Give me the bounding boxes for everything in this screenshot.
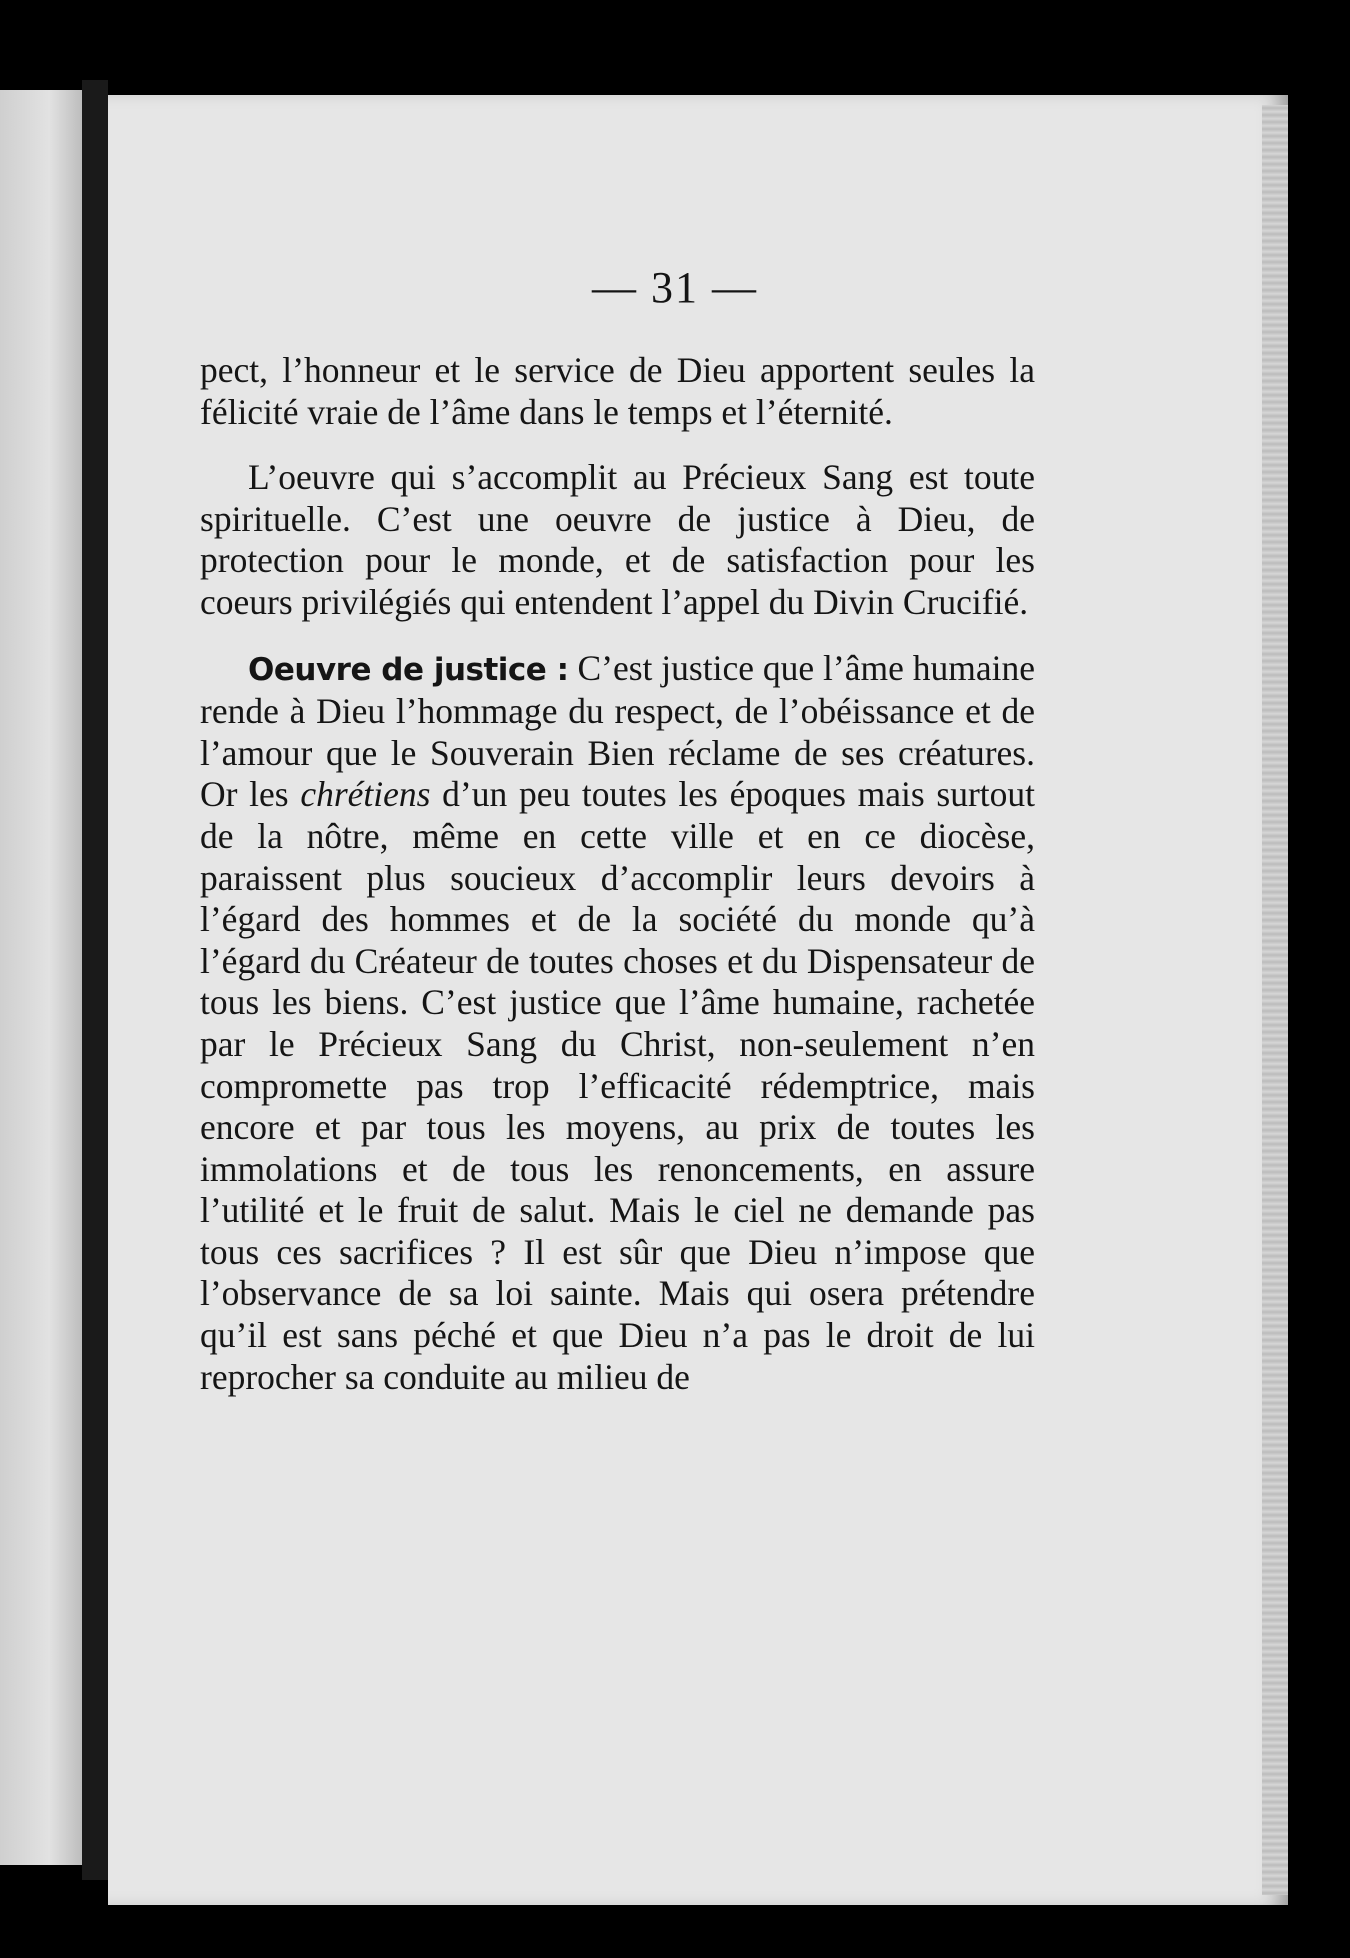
left-page-edge [0, 90, 82, 1865]
section-lead-heading: Oeuvre de justice : [248, 651, 569, 688]
paragraph-oeuvre-spirituelle: L’oeuvre qui s’accomplit au Précieux Sang est toute spirituelle. C’est une oeuvre de justice à Dieu, de protection pour le monde, et de satisfaction pour les coeurs privilégiés qui entendent l’appel du Divin Crucifié. [200, 457, 1035, 622]
italic-word: chrétiens [300, 774, 431, 815]
paragraph-text-part: d’un peu toutes les époques mais surtout de la nôtre, même en cette ville et en ce diocèse, paraissent plus soucieux d’accomplir leurs devoirs à l’égard des hommes et de la société du monde qu’à l’égard du Créateur de toutes choses et du Dispensateur de tous les biens. C’est justice que l’âme humaine, rachetée par le Précieux Sang du Christ, non-seulement n’en compromette pas trop l’efficacité rédemptrice, mais encore et par tous les moyens, au prix de toutes les immolations et de tous les renoncements, en assure l’utilité et le fruit de salut. Mais le ciel ne demande pas tous ces sacrifices ? Il est sûr que Dieu n’impose que l’observance de sa loi sainte. Mais qui osera prétendre qu’il est sans péché et que Dieu n’a pas le droit de lui reprocher sa conduite au milieu de [200, 774, 1035, 1397]
paragraph-continuation: pect, l’honneur et le service de Dieu apportent seules la félicité vraie de l’âme dans le temps et l’éternité. [200, 350, 1035, 432]
paragraph-text-part: C’est justice que l’âme humaine rende à Dieu l’hommage du respect, de l’obéissance et de l’amour que le Souverain Bien réclame de ses créatures. Or les [200, 647, 1035, 815]
book-gutter [82, 80, 108, 1880]
paragraph-oeuvre-de-justice [200, 648, 1035, 1399]
page-text [200, 350, 1035, 1398]
page-right-edge [1262, 105, 1288, 1895]
page-number: — 31 — [592, 263, 758, 312]
